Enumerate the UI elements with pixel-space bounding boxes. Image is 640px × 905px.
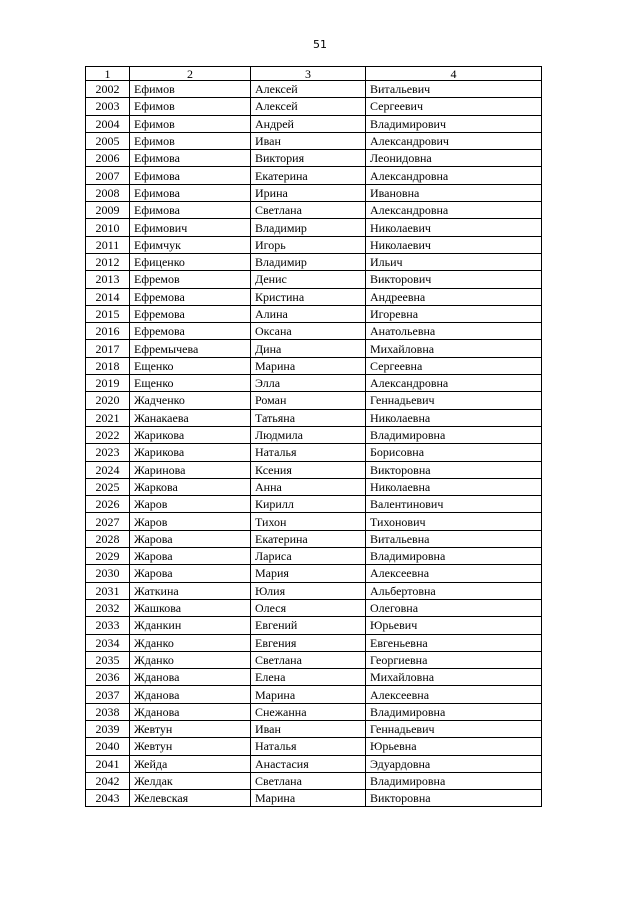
first-name-cell: Элла: [251, 375, 366, 392]
surname-cell: Ефимов: [130, 115, 251, 132]
patronymic-cell: Эдуардовна: [366, 755, 542, 772]
table-row: [86, 98, 542, 115]
table-row: [86, 496, 542, 513]
header-cell: 3: [251, 67, 366, 81]
surname-cell: Жейда: [130, 755, 251, 772]
table-row: [86, 686, 542, 703]
table-row: [86, 755, 542, 772]
table-row: [86, 790, 542, 807]
row-number-cell: 2018: [86, 357, 130, 374]
first-name-cell: Олеся: [251, 599, 366, 616]
first-name-cell: Дина: [251, 340, 366, 357]
first-name-cell: Ирина: [251, 184, 366, 201]
row-number-cell: 2042: [86, 772, 130, 789]
patronymic-cell: Алексеевна: [366, 565, 542, 582]
patronymic-cell: Викторович: [366, 271, 542, 288]
first-name-cell: Марина: [251, 357, 366, 374]
patronymic-cell: Валентинович: [366, 496, 542, 513]
table-row: [86, 738, 542, 755]
header-row: [86, 67, 542, 81]
first-name-cell: Кирилл: [251, 496, 366, 513]
first-name-cell: Светлана: [251, 651, 366, 668]
table-row: [86, 184, 542, 201]
table-row: [86, 236, 542, 253]
table-row: [86, 444, 542, 461]
first-name-cell: Татьяна: [251, 409, 366, 426]
patronymic-cell: Леонидовна: [366, 150, 542, 167]
patronymic-cell: Сергеевна: [366, 357, 542, 374]
surname-cell: Жданко: [130, 634, 251, 651]
table-row: [86, 271, 542, 288]
header-cell: 1: [86, 67, 130, 81]
table-row: [86, 582, 542, 599]
surname-cell: Желдак: [130, 772, 251, 789]
patronymic-cell: Александровна: [366, 202, 542, 219]
row-number-cell: 2031: [86, 582, 130, 599]
first-name-cell: Екатерина: [251, 167, 366, 184]
first-name-cell: Владимир: [251, 219, 366, 236]
row-number-cell: 2016: [86, 323, 130, 340]
surname-cell: Жданова: [130, 669, 251, 686]
surname-cell: Жадченко: [130, 392, 251, 409]
row-number-cell: 2008: [86, 184, 130, 201]
patronymic-cell: Ивановна: [366, 184, 542, 201]
table-row: [86, 426, 542, 443]
header-cell: 4: [366, 67, 542, 81]
header-cell: 2: [130, 67, 251, 81]
patronymic-cell: Владимировна: [366, 426, 542, 443]
patronymic-cell: Александровна: [366, 167, 542, 184]
first-name-cell: Марина: [251, 790, 366, 807]
patronymic-cell: Геннадьевич: [366, 392, 542, 409]
patronymic-cell: Николаевич: [366, 219, 542, 236]
table-row: [86, 202, 542, 219]
row-number-cell: 2010: [86, 219, 130, 236]
row-number-cell: 2023: [86, 444, 130, 461]
table-row: [86, 253, 542, 270]
first-name-cell: Владимир: [251, 253, 366, 270]
surname-cell: Жевтун: [130, 738, 251, 755]
first-name-cell: Снежанна: [251, 703, 366, 720]
patronymic-cell: Николаевна: [366, 409, 542, 426]
table-row: [86, 617, 542, 634]
first-name-cell: Игорь: [251, 236, 366, 253]
patronymic-cell: Викторовна: [366, 461, 542, 478]
table-row: [86, 409, 542, 426]
surname-cell: Желевская: [130, 790, 251, 807]
patronymic-cell: Михайловна: [366, 669, 542, 686]
surname-cell: Жаров: [130, 513, 251, 530]
first-name-cell: Андрей: [251, 115, 366, 132]
row-number-cell: 2003: [86, 98, 130, 115]
first-name-cell: Денис: [251, 271, 366, 288]
table-row: [86, 548, 542, 565]
first-name-cell: Анастасия: [251, 755, 366, 772]
row-number-cell: 2041: [86, 755, 130, 772]
patronymic-cell: Николаевна: [366, 478, 542, 495]
surname-cell: Жарова: [130, 565, 251, 582]
patronymic-cell: Витальевич: [366, 81, 542, 98]
table-row: [86, 115, 542, 132]
first-name-cell: Наталья: [251, 738, 366, 755]
table-row: [86, 150, 542, 167]
surname-cell: Ефремова: [130, 323, 251, 340]
row-number-cell: 2011: [86, 236, 130, 253]
surname-cell: Ефимов: [130, 98, 251, 115]
surname-cell: Ещенко: [130, 357, 251, 374]
first-name-cell: Марина: [251, 686, 366, 703]
row-number-cell: 2040: [86, 738, 130, 755]
table-row: [86, 167, 542, 184]
row-number-cell: 2021: [86, 409, 130, 426]
first-name-cell: Виктория: [251, 150, 366, 167]
row-number-cell: 2012: [86, 253, 130, 270]
table-body: [86, 81, 542, 807]
row-number-cell: 2007: [86, 167, 130, 184]
patronymic-cell: Сергеевич: [366, 98, 542, 115]
first-name-cell: Наталья: [251, 444, 366, 461]
patronymic-cell: Юрьевич: [366, 617, 542, 634]
surname-cell: Жарикова: [130, 444, 251, 461]
surname-cell: Жевтун: [130, 720, 251, 737]
surname-cell: Ефимова: [130, 150, 251, 167]
table-row: [86, 132, 542, 149]
row-number-cell: 2036: [86, 669, 130, 686]
surname-cell: Жарова: [130, 548, 251, 565]
patronymic-cell: Альбертовна: [366, 582, 542, 599]
surname-cell: Ефимова: [130, 167, 251, 184]
patronymic-cell: Владимирович: [366, 115, 542, 132]
table-row: [86, 357, 542, 374]
row-number-cell: 2039: [86, 720, 130, 737]
row-number-cell: 2014: [86, 288, 130, 305]
table-row: [86, 703, 542, 720]
row-number-cell: 2017: [86, 340, 130, 357]
row-number-cell: 2034: [86, 634, 130, 651]
first-name-cell: Оксана: [251, 323, 366, 340]
first-name-cell: Алина: [251, 305, 366, 322]
table-row: [86, 772, 542, 789]
first-name-cell: Елена: [251, 669, 366, 686]
surname-cell: Жаринова: [130, 461, 251, 478]
row-number-cell: 2026: [86, 496, 130, 513]
first-name-cell: Кристина: [251, 288, 366, 305]
patronymic-cell: Евгеньевна: [366, 634, 542, 651]
row-number-cell: 2033: [86, 617, 130, 634]
row-number-cell: 2030: [86, 565, 130, 582]
table-row: [86, 565, 542, 582]
patronymic-cell: Олеговна: [366, 599, 542, 616]
row-number-cell: 2035: [86, 651, 130, 668]
row-number-cell: 2025: [86, 478, 130, 495]
table-row: [86, 513, 542, 530]
row-number-cell: 2006: [86, 150, 130, 167]
surname-cell: Жарова: [130, 530, 251, 547]
patronymic-cell: Ильич: [366, 253, 542, 270]
surname-cell: Ефремова: [130, 288, 251, 305]
first-name-cell: Анна: [251, 478, 366, 495]
first-name-cell: Роман: [251, 392, 366, 409]
first-name-cell: Мария: [251, 565, 366, 582]
table-row: [86, 478, 542, 495]
surname-cell: Жданкин: [130, 617, 251, 634]
first-name-cell: Лариса: [251, 548, 366, 565]
row-number-cell: 2038: [86, 703, 130, 720]
surname-cell: Ефимова: [130, 202, 251, 219]
patronymic-cell: Александрович: [366, 132, 542, 149]
row-number-cell: 2024: [86, 461, 130, 478]
table-row: [86, 720, 542, 737]
surname-cell: Жданова: [130, 686, 251, 703]
surname-cell: Ефимова: [130, 184, 251, 201]
patronymic-cell: Игоревна: [366, 305, 542, 322]
table-row: [86, 392, 542, 409]
patronymic-cell: Геннадьевич: [366, 720, 542, 737]
table-row: [86, 288, 542, 305]
first-name-cell: Иван: [251, 132, 366, 149]
row-number-cell: 2027: [86, 513, 130, 530]
table-row: [86, 599, 542, 616]
table-row: [86, 323, 542, 340]
row-number-cell: 2043: [86, 790, 130, 807]
row-number-cell: 2004: [86, 115, 130, 132]
table-header: [86, 67, 542, 81]
first-name-cell: Алексей: [251, 98, 366, 115]
surname-cell: Жанакаева: [130, 409, 251, 426]
patronymic-cell: Тихонович: [366, 513, 542, 530]
surname-cell: Ефремычева: [130, 340, 251, 357]
page-number: 51: [313, 38, 327, 51]
patronymic-cell: Михайловна: [366, 340, 542, 357]
table-row: [86, 375, 542, 392]
patronymic-cell: Николаевич: [366, 236, 542, 253]
roster-table: [85, 66, 542, 807]
row-number-cell: 2013: [86, 271, 130, 288]
surname-cell: Жданова: [130, 703, 251, 720]
row-number-cell: 2002: [86, 81, 130, 98]
surname-cell: Ефимович: [130, 219, 251, 236]
first-name-cell: Екатерина: [251, 530, 366, 547]
row-number-cell: 2037: [86, 686, 130, 703]
surname-cell: Жаркова: [130, 478, 251, 495]
row-number-cell: 2019: [86, 375, 130, 392]
surname-cell: Жарикова: [130, 426, 251, 443]
patronymic-cell: Владимировна: [366, 703, 542, 720]
patronymic-cell: Владимировна: [366, 772, 542, 789]
first-name-cell: Алексей: [251, 81, 366, 98]
table-row: [86, 634, 542, 651]
table-row: [86, 669, 542, 686]
patronymic-cell: Юрьевна: [366, 738, 542, 755]
patronymic-cell: Викторовна: [366, 790, 542, 807]
table-row: [86, 340, 542, 357]
patronymic-cell: Александровна: [366, 375, 542, 392]
table-row: [86, 461, 542, 478]
patronymic-cell: Борисовна: [366, 444, 542, 461]
table-row: [86, 651, 542, 668]
surname-cell: Ефимов: [130, 132, 251, 149]
first-name-cell: Ксения: [251, 461, 366, 478]
row-number-cell: 2029: [86, 548, 130, 565]
patronymic-cell: Анатольевна: [366, 323, 542, 340]
first-name-cell: Евгений: [251, 617, 366, 634]
row-number-cell: 2020: [86, 392, 130, 409]
first-name-cell: Евгения: [251, 634, 366, 651]
patronymic-cell: Андреевна: [366, 288, 542, 305]
surname-cell: Жаткина: [130, 582, 251, 599]
first-name-cell: Светлана: [251, 202, 366, 219]
first-name-cell: Юлия: [251, 582, 366, 599]
table-row: [86, 81, 542, 98]
surname-cell: Ефиценко: [130, 253, 251, 270]
first-name-cell: Иван: [251, 720, 366, 737]
table-row: [86, 219, 542, 236]
surname-cell: Жашкова: [130, 599, 251, 616]
row-number-cell: 2015: [86, 305, 130, 322]
patronymic-cell: Георгиевна: [366, 651, 542, 668]
first-name-cell: Тихон: [251, 513, 366, 530]
first-name-cell: Светлана: [251, 772, 366, 789]
row-number-cell: 2009: [86, 202, 130, 219]
row-number-cell: 2022: [86, 426, 130, 443]
surname-cell: Ефремов: [130, 271, 251, 288]
patronymic-cell: Витальевна: [366, 530, 542, 547]
surname-cell: Жданко: [130, 651, 251, 668]
row-number-cell: 2028: [86, 530, 130, 547]
patronymic-cell: Владимировна: [366, 548, 542, 565]
patronymic-cell: Алексеевна: [366, 686, 542, 703]
surname-cell: Ефремова: [130, 305, 251, 322]
surname-cell: Жаров: [130, 496, 251, 513]
table-row: [86, 305, 542, 322]
table-row: [86, 530, 542, 547]
surname-cell: Ефимчук: [130, 236, 251, 253]
surname-cell: Ещенко: [130, 375, 251, 392]
row-number-cell: 2032: [86, 599, 130, 616]
surname-cell: Ефимов: [130, 81, 251, 98]
row-number-cell: 2005: [86, 132, 130, 149]
first-name-cell: Людмила: [251, 426, 366, 443]
